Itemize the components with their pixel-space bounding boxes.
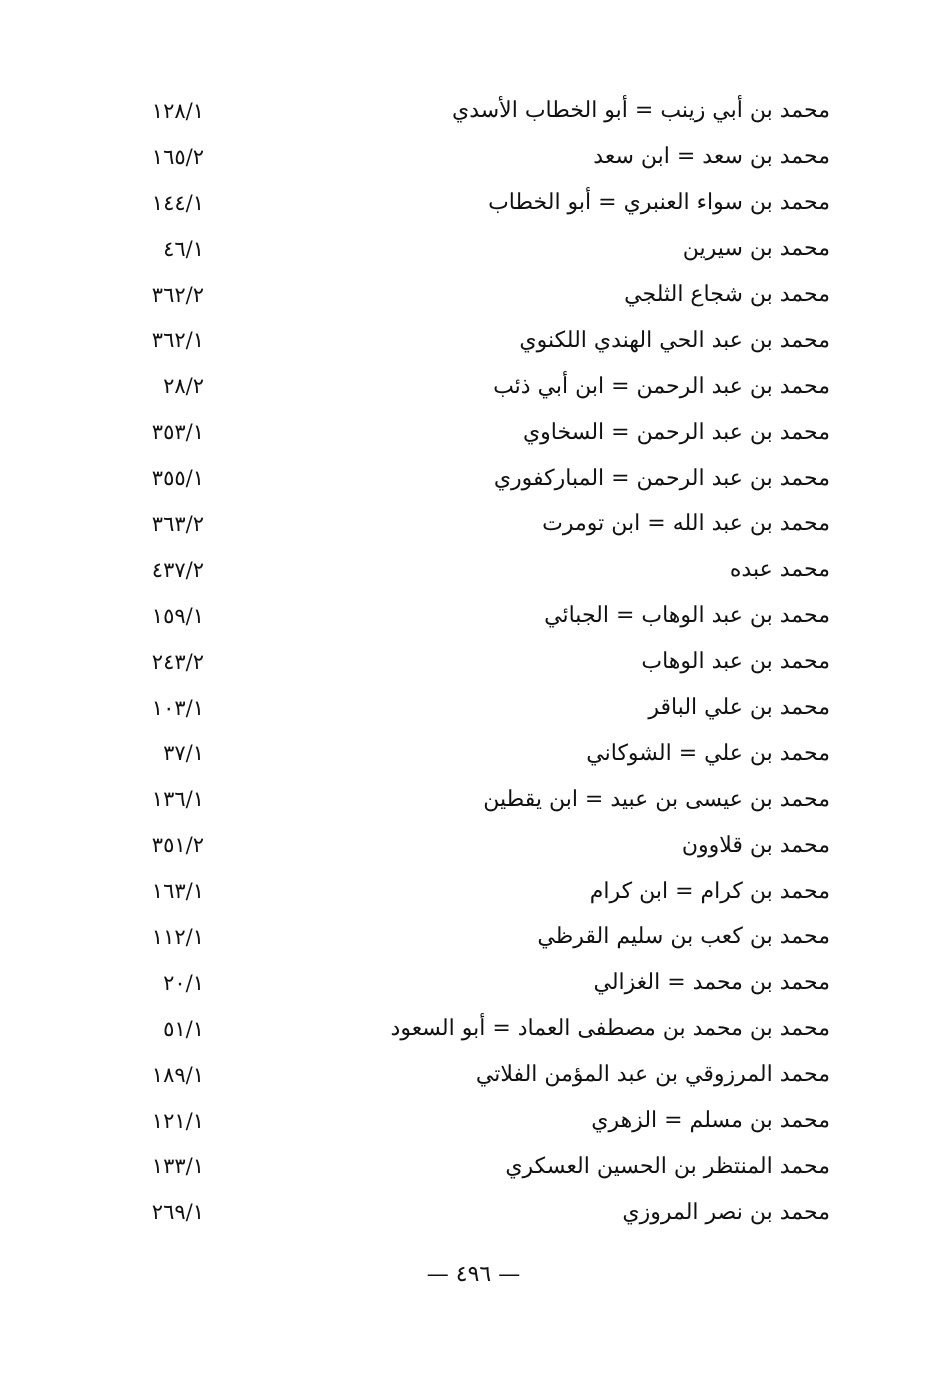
entry-name: محمد بن شجاع الثلجي xyxy=(624,282,830,307)
entry-name: محمد بن عبد الوهاب xyxy=(641,649,830,675)
entry-name: محمد بن كعب بن سليم القرظي xyxy=(537,924,830,950)
entry-name: محمد بن نصر المروزي xyxy=(622,1199,830,1225)
entry-page-reference: ١١٢/١ xyxy=(151,924,204,949)
entry-name: محمد المرزوقي بن عبد المؤمن الفلاتي xyxy=(475,1062,830,1088)
entry-name: محمد بن عبد الوهاب = الجبائي xyxy=(544,603,830,629)
entry-page-reference: ٢٤٣/٢ xyxy=(151,649,204,674)
index-entry xyxy=(120,1098,830,1144)
entry-name: محمد بن كرام = ابن كرام xyxy=(589,878,830,904)
index-entry xyxy=(120,547,830,593)
entry-page-reference: ٣٦٣/٢ xyxy=(151,511,204,536)
entry-name: محمد بن عبد الله = ابن تومرت xyxy=(542,511,830,537)
entry-page-reference: ١٠٣/١ xyxy=(151,695,204,720)
entry-name: محمد بن عبد الرحمن = السخاوي xyxy=(522,419,830,445)
index-entry xyxy=(120,317,830,363)
index-entry xyxy=(120,1006,830,1052)
entry-page-reference: ١٦٣/١ xyxy=(151,879,204,904)
entry-name: محمد بن سعد = ابن سعد xyxy=(593,144,830,170)
index-entry xyxy=(120,455,830,501)
entry-name: محمد بن أبي زينب = أبو الخطاب الأسدي xyxy=(451,98,830,124)
entry-page-reference: ١٨٩/١ xyxy=(151,1062,204,1087)
entry-page-reference: ١٢١/١ xyxy=(151,1108,204,1133)
entry-page-reference: ١٣٦/١ xyxy=(151,787,204,812)
entry-name: محمد بن علي الباقر xyxy=(648,695,830,721)
entry-page-reference: ٢٦٩/١ xyxy=(151,1200,204,1225)
entry-page-reference: ١٤٤/١ xyxy=(151,190,204,215)
index-entry xyxy=(120,776,830,822)
entry-page-reference: ٤٣٧/٢ xyxy=(151,557,204,582)
index-entry xyxy=(120,639,830,685)
entry-name: محمد بن عبد الحي الهندي اللكنوي xyxy=(519,327,830,353)
index-entry xyxy=(120,685,830,731)
entry-page-reference: ٣٧/١ xyxy=(163,741,204,766)
entry-name: محمد بن محمد بن مصطفى العماد = أبو السعود xyxy=(390,1016,830,1042)
index-entry xyxy=(120,409,830,455)
entry-page-reference: ٣٥٣/١ xyxy=(151,420,204,445)
entry-name: محمد بن قلاوون xyxy=(681,832,830,858)
entry-page-reference: ٣٥٥/١ xyxy=(151,466,204,491)
index-entry xyxy=(120,88,830,134)
entry-name: محمد بن عبد الرحمن = ابن أبي ذئب xyxy=(493,373,830,399)
entry-name: محمد بن محمد = الغزالي xyxy=(593,970,830,996)
index-entry xyxy=(120,226,830,272)
index-entry xyxy=(120,960,830,1006)
index-entry xyxy=(120,914,830,960)
entry-page-reference: ٣٦٢/٢ xyxy=(151,282,204,307)
entry-name: محمد عبده xyxy=(729,557,830,583)
entry-name: محمد بن علي = الشوكاني xyxy=(586,740,830,766)
index-entry xyxy=(120,593,830,639)
entry-page-reference: ١٦٥/٢ xyxy=(151,144,204,169)
index-entry xyxy=(120,1143,830,1189)
entry-page-reference: ١٥٩/١ xyxy=(151,603,204,628)
index-entry xyxy=(120,730,830,776)
index-entry xyxy=(120,1189,830,1235)
entry-name: محمد بن سيرين xyxy=(682,236,830,262)
entry-page-reference: ٥١/١ xyxy=(163,1016,204,1041)
entry-page-reference: ٣٦٢/١ xyxy=(151,328,204,353)
entry-page-reference: ٣٥١/٢ xyxy=(151,833,204,858)
entry-page-reference: ١٣٣/١ xyxy=(151,1154,204,1179)
index-list xyxy=(120,88,830,1235)
entry-name: محمد بن عيسى بن عبيد = ابن يقطين xyxy=(483,786,830,812)
page-number: — ٤٩٦ — xyxy=(426,1262,521,1287)
index-entry xyxy=(120,868,830,914)
index-entry xyxy=(120,134,830,180)
entry-page-reference: ٢٨/٢ xyxy=(163,374,204,399)
index-entry xyxy=(120,272,830,318)
entry-page-reference: ١٢٨/١ xyxy=(151,98,204,123)
entry-page-reference: ٢٠/١ xyxy=(163,970,204,995)
entry-name: محمد بن سواء العنبري = أبو الخطاب xyxy=(488,190,830,216)
entry-name: محمد بن مسلم = الزهري xyxy=(591,1108,830,1134)
index-entry xyxy=(120,1052,830,1098)
entry-name: محمد المنتظر بن الحسين العسكري xyxy=(505,1153,830,1179)
entry-name: محمد بن عبد الرحمن = المباركفوري xyxy=(493,465,830,491)
index-entry xyxy=(120,822,830,868)
index-entry xyxy=(120,180,830,226)
index-entry xyxy=(120,501,830,547)
index-entry xyxy=(120,363,830,409)
entry-page-reference: ٤٦/١ xyxy=(163,236,204,261)
